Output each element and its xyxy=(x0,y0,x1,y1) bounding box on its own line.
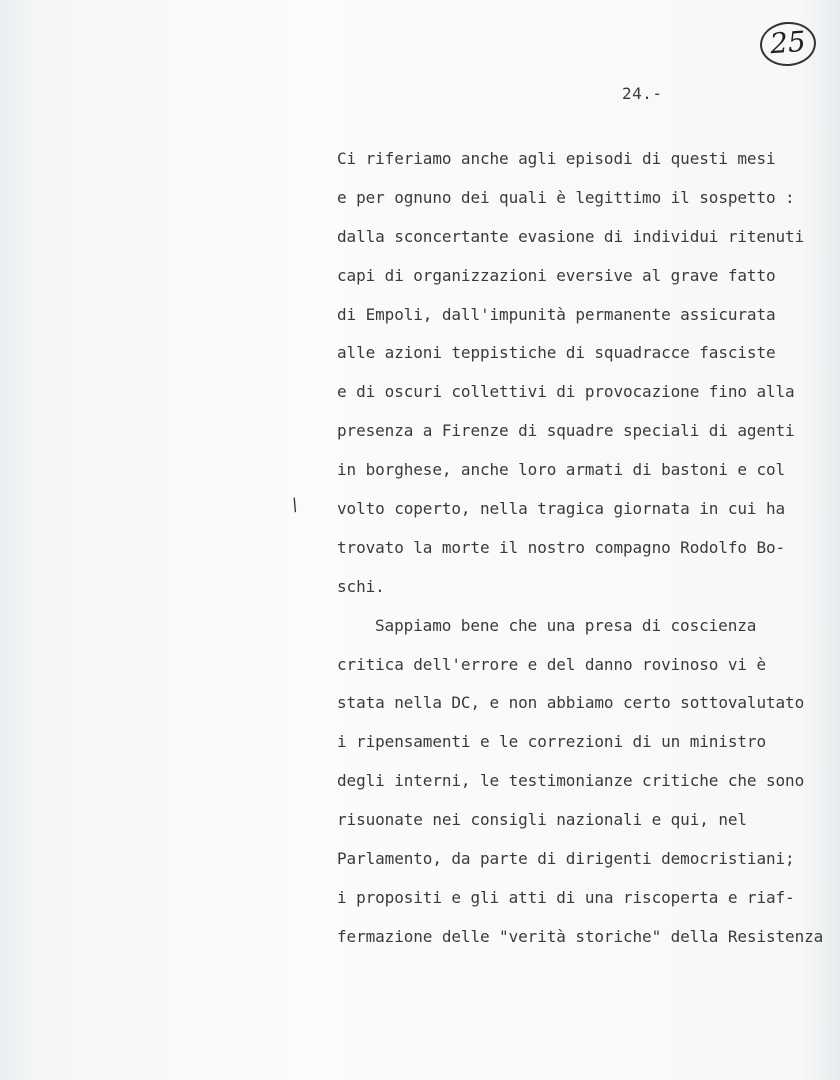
text-line: degli interni, le testimonianze critiche che sono xyxy=(337,771,805,791)
text-line: e per ognuno dei quali è legittimo il sospetto : xyxy=(337,187,795,207)
text-line: stata nella DC, e non abbiamo certo sottovalutato xyxy=(337,693,805,713)
text-line: Ci riferiamo anche agli episodi di questi mesi xyxy=(337,149,776,168)
text-line: i ripensamenti e le correzioni di un ministro xyxy=(337,732,766,752)
text-line: e di oscuri collettivi di provocazione fino alla xyxy=(337,382,795,402)
text-line: dalla sconcertante evasione di individui ritenuti xyxy=(337,226,805,246)
text-line: in borghese, anche loro armati di bastoni e col xyxy=(337,460,786,480)
text-line: presenza a Firenze di squadre speciali di agenti xyxy=(337,421,795,441)
text-line: i propositi e gli atti di una riscoperta e riaf- xyxy=(337,887,795,907)
text-line: capi di organizzazioni eversive al grave fatto xyxy=(337,265,776,285)
text-line: schi. xyxy=(337,576,385,596)
text-line: volto coperto, nella tragica giornata in cui ha xyxy=(337,499,786,519)
text-line: fermazione delle "verità storiche" della Resistenza xyxy=(337,926,824,946)
text-line: trovato la morte il nostro compagno Rodolfo Bo- xyxy=(337,537,786,557)
typed-text-body xyxy=(337,140,837,957)
text-line: alle azioni teppistiche di squadracce fasciste xyxy=(337,343,776,363)
text-line: di Empoli, dall'impunità permanente assicurata xyxy=(337,304,776,324)
paragraph-start-line: Sappiamo bene che una presa di coscienza xyxy=(375,615,757,635)
archive-page-stamp: 25 xyxy=(759,20,818,68)
page-number: 24.- xyxy=(622,84,663,103)
text-line: critica dell'errore e del danno rovinoso vi è xyxy=(337,654,766,674)
text-line: risuonate nei consigli nazionali e qui, nel xyxy=(337,810,747,830)
margin-mark: / xyxy=(285,493,304,516)
text-line: Parlamento, da parte di dirigenti democristiani; xyxy=(337,849,795,869)
